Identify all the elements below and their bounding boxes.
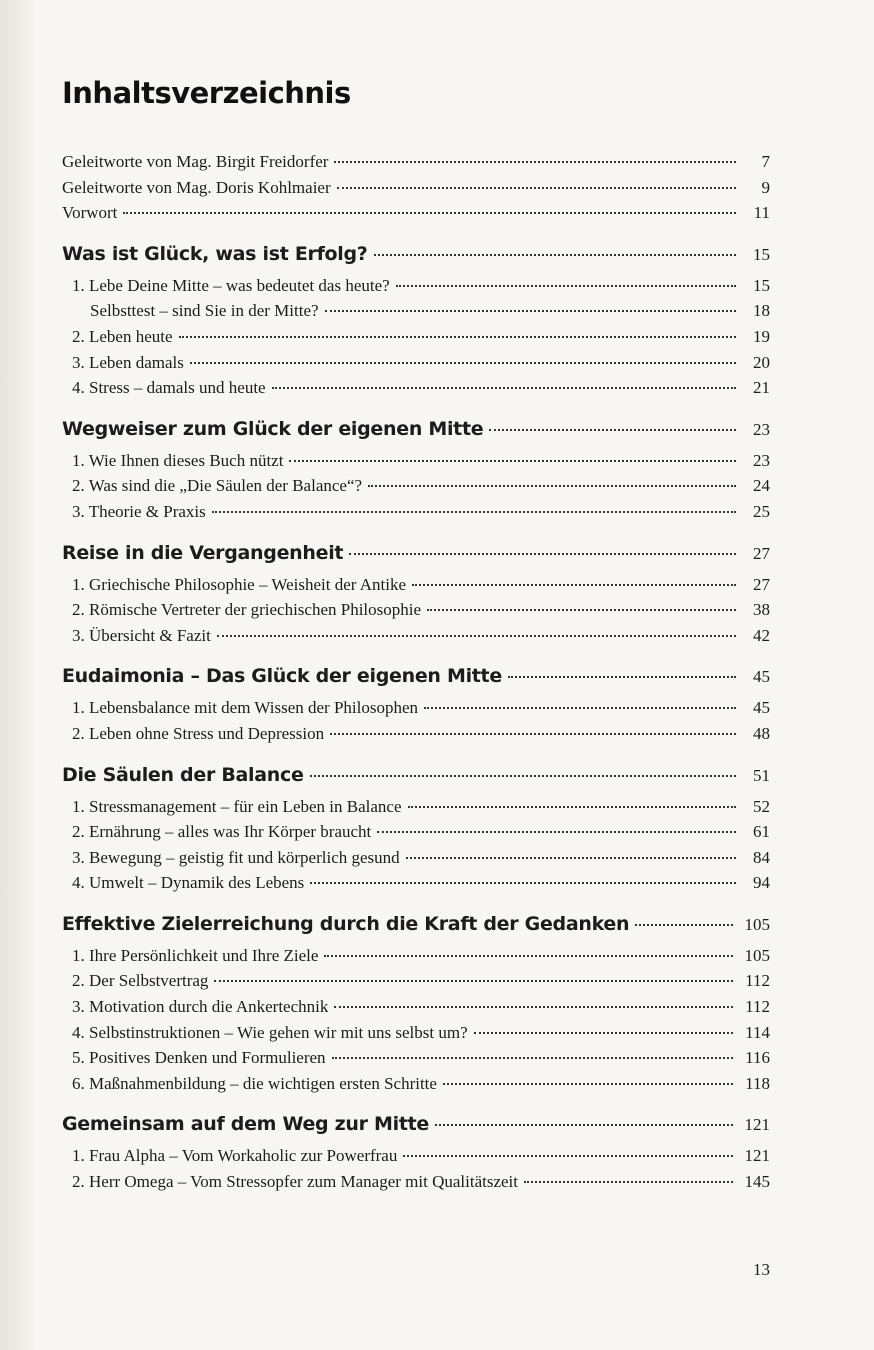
dot-leader [435,1124,733,1126]
dot-leader [310,775,736,777]
toc-entry[interactable] [62,378,770,404]
toc-entry-page-number: 51 [753,765,770,785]
toc-entry-label: 2. Ernährung – alles was Ihr Körper braucht [72,822,372,842]
toc-entry-page-number: 23 [753,450,770,470]
toc-entry-label: Gemeinsam auf dem Weg zur Mitte [62,1113,429,1136]
toc-entry-label: Eudaimonia – Das Glück der eigenen Mitte [62,665,502,688]
toc-entry-page-number: 112 [745,997,770,1017]
toc-chapter-heading[interactable] [62,665,770,698]
toc-entry[interactable] [62,997,770,1023]
dot-leader [412,584,736,586]
toc-entry[interactable] [62,451,770,477]
dot-leader [332,1057,734,1059]
toc-entry-label: 4. Selbstinstruktionen – Wie gehen wir mit uns selbst um? [72,1022,468,1042]
toc-entry-page-number: 20 [753,352,770,372]
dot-leader [217,635,736,637]
toc-chapter-section [62,913,770,1100]
dot-leader [330,733,736,735]
dot-leader [123,212,736,214]
page-edge-shadow [0,0,34,1350]
toc-entry-label: 1. Lebe Deine Mitte – was bedeutet das heute? [72,275,390,295]
dot-leader [368,485,736,487]
toc-entry-page-number: 38 [753,600,770,620]
toc-entry-page-number: 84 [753,847,770,867]
toc-entry-page-number: 27 [753,574,770,594]
dot-leader [324,955,732,957]
toc-entry-page-number: 25 [753,501,770,521]
toc-chapter-section [62,764,770,899]
toc-entry-page-number: 15 [753,275,770,295]
toc-entry[interactable] [62,353,770,379]
toc-entry-page-number: 145 [744,1172,770,1192]
toc-entry[interactable] [62,946,770,972]
dot-leader [349,553,736,555]
toc-entry-page-number: 11 [753,203,770,223]
toc-entry-label: Die Säulen der Balance [62,763,304,786]
toc-entry-label: Geleitworte von Mag. Doris Kohlmaier [62,177,331,197]
toc-entry-intro[interactable] [62,203,770,229]
toc-entry-page-number: 112 [745,971,770,991]
toc-entry[interactable] [62,626,770,652]
toc-entry-label: 2. Was sind die „Die Säulen der Balance“? [72,476,363,496]
toc-entry-label: 4. Umwelt – Dynamik des Lebens [72,873,305,893]
toc-entry-page-number: 118 [745,1073,770,1093]
dot-leader [524,1181,733,1183]
toc-entry[interactable] [62,476,770,502]
toc-chapter-section [62,243,770,404]
toc-entry[interactable] [62,1048,770,1074]
toc-entry-label: 3. Theorie & Praxis [72,501,206,521]
toc-entry[interactable] [62,873,770,899]
dot-leader [408,806,737,808]
toc-entry-label: 1. Stressmanagement – für ein Leben in Balance [72,796,402,816]
dot-leader [272,387,736,389]
dot-leader [396,285,736,287]
toc-entry-page-number: 48 [753,723,770,743]
toc-entry-page-number: 121 [744,1115,770,1135]
toc-entry-page-number: 27 [753,543,770,563]
dot-leader [474,1032,733,1034]
toc-entry-page-number: 21 [753,378,770,398]
toc-entry-page-number: 9 [761,177,770,197]
toc-entry-page-number: 19 [753,326,770,346]
toc-intro-section [62,152,770,229]
toc-entry-page-number: 45 [753,667,770,687]
toc-chapter-heading[interactable] [62,913,770,946]
dot-leader [635,924,732,926]
toc-chapter-section [62,418,770,528]
dot-leader [424,707,736,709]
page-number: 13 [753,1260,770,1279]
toc-chapter-heading[interactable] [62,243,770,276]
toc-entry-label: Vorwort [62,203,118,223]
toc-entry[interactable] [62,1146,770,1172]
toc-entry-intro[interactable] [62,178,770,204]
toc-chapter-section [62,1113,770,1197]
toc-entry-label: 3. Übersicht & Fazit [72,625,211,645]
toc-entry-label: 6. Maßnahmenbildung – die wichtigen ersten Schritte [72,1073,437,1093]
toc-entry[interactable] [62,698,770,724]
toc-entry-page-number: 94 [753,873,770,893]
dot-leader [443,1083,733,1085]
toc-chapter-heading[interactable] [62,418,770,451]
toc-entry-page-number: 23 [753,419,770,439]
toc-entry[interactable] [62,575,770,601]
toc-entry-page-number: 24 [753,476,770,496]
dot-leader [334,161,736,163]
toc-entry-label: 3. Leben damals [72,352,184,372]
toc-entry[interactable] [62,327,770,353]
dot-leader [214,980,733,982]
dot-leader [289,460,736,462]
toc-entry-label: 3. Bewegung – geistig fit und körperlich gesund [72,847,400,867]
toc-entry-page-number: 42 [753,625,770,645]
toc-entry-page-number: 18 [753,301,770,321]
toc-entry[interactable] [62,502,770,528]
toc-chapter-section [62,665,770,749]
toc-chapter-heading[interactable] [62,1113,770,1146]
toc-chapter-section [62,542,770,652]
toc-entry-page-number: 116 [745,1048,770,1068]
toc-entry-page-number: 7 [761,152,770,171]
toc-entry-label: 2. Der Selbstvertrag [72,971,209,991]
dot-leader [489,429,736,431]
toc-entry-label: 2. Leben ohne Stress und Depression [72,723,325,743]
toc-chapter-heading[interactable] [62,764,770,797]
toc-entry-label: Reise in die Vergangenheit [62,541,344,564]
dot-leader [406,857,736,859]
toc-entry[interactable] [62,724,770,750]
toc-entry[interactable] [62,1074,770,1100]
toc-entry[interactable] [62,1023,770,1049]
toc-entry[interactable] [62,276,770,302]
toc-entry-page-number: 45 [753,698,770,718]
toc-entry-page-number: 114 [745,1022,770,1042]
toc-entry-label: 2. Leben heute [72,326,173,346]
dot-leader [403,1155,732,1157]
dot-leader [427,609,736,611]
toc-entry[interactable] [62,1172,770,1198]
toc-entry-label: 1. Griechische Philosophie – Weisheit der Antike [72,574,407,594]
dot-leader [508,676,736,678]
dot-leader [325,310,736,312]
toc-entry-label: Was ist Glück, was ist Erfolg? [62,242,368,265]
toc-entry-page-number: 121 [744,1146,770,1166]
dot-leader [334,1006,733,1008]
toc-entry-label: 1. Ihre Persönlichkeit und Ihre Ziele [72,945,319,965]
toc-entry-label: 2. Römische Vertreter der griechischen Philosophie [72,600,422,620]
toc-entry[interactable] [62,301,770,327]
dot-leader [377,831,736,833]
toc-entry-page-number: 105 [744,945,770,965]
toc-entry[interactable] [62,848,770,874]
table-of-contents [62,152,770,1198]
toc-entry-page-number: 15 [753,244,770,264]
dot-leader [179,336,736,338]
toc-entry-intro[interactable] [62,152,770,178]
page-title: Inhaltsverzeichnis [62,76,351,110]
toc-entry-label: Wegweiser zum Glück der eigenen Mitte [62,417,484,440]
dot-leader [190,362,736,364]
toc-entry-label: 4. Stress – damals und heute [72,378,266,398]
toc-entry-page-number: 52 [753,796,770,816]
toc-entry[interactable] [62,822,770,848]
toc-entry-page-number: 61 [753,822,770,842]
toc-entry-label: 1. Frau Alpha – Vom Workaholic zur Powerfrau [72,1146,398,1166]
toc-entry[interactable] [62,971,770,997]
toc-entry-label: 2. Herr Omega – Vom Stressopfer zum Manager mit Qualitätszeit [72,1172,518,1192]
dot-leader [310,882,736,884]
toc-entry[interactable] [62,797,770,823]
toc-entry-label: Effektive Zielerreichung durch die Kraft der Gedanken [62,912,630,935]
dot-leader [374,254,736,256]
toc-entry-page-number: 105 [744,914,770,934]
toc-entry-label: Selbsttest – sind Sie in der Mitte? [90,301,319,321]
dot-leader [337,187,736,189]
toc-entry-label: 5. Positives Denken und Formulieren [72,1048,326,1068]
dot-leader [212,511,736,513]
toc-entry[interactable] [62,600,770,626]
toc-entry-label: 1. Lebensbalance mit dem Wissen der Philosophen [72,698,419,718]
toc-entry-label: Geleitworte von Mag. Birgit Freidorfer [62,152,329,171]
toc-chapter-heading[interactable] [62,542,770,575]
toc-entry-label: 1. Wie Ihnen dieses Buch nützt [72,450,284,470]
toc-entry-label: 3. Motivation durch die Ankertechnik [72,997,329,1017]
